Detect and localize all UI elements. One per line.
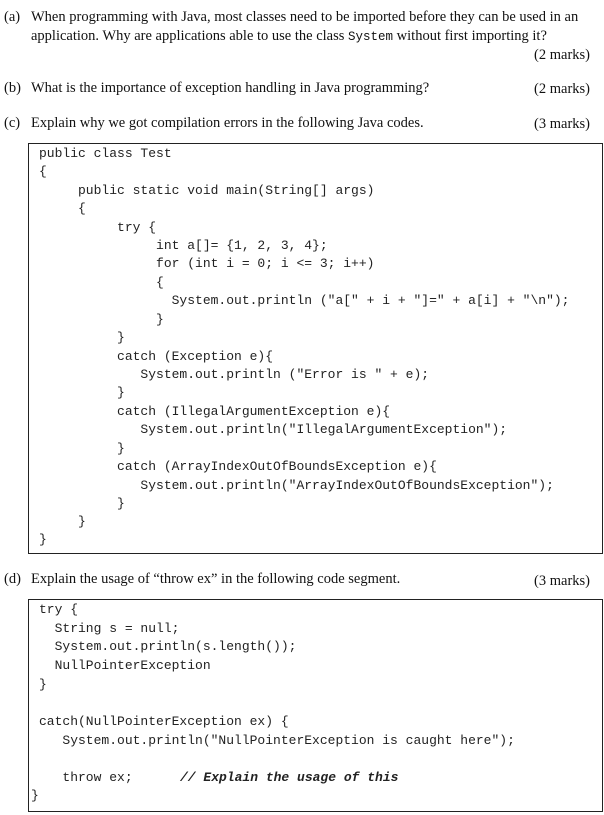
code-line: } [39, 312, 164, 327]
question-d-label: (d) [4, 571, 21, 587]
question-b-text: What is the importance of exception handling in Java programming? [31, 80, 430, 96]
code-line: } [39, 385, 125, 400]
code-line: throw ex; [39, 770, 133, 785]
code-block-d [29, 600, 515, 810]
code-line: System.out.println ("a[" + i + "]=" + a[i] + "\n"); [39, 293, 570, 308]
code-line: } [39, 330, 125, 345]
question-c-marks: (3 marks) [534, 116, 590, 132]
question-a-marks: (2 marks) [534, 47, 590, 63]
question-b-marks: (2 marks) [534, 81, 590, 97]
code-line: } [39, 532, 47, 547]
question-a-line2-pre: application. Why are applications able to use the class [31, 28, 349, 44]
question-d-marks: (3 marks) [534, 573, 590, 589]
question-d [0, 570, 604, 590]
question-a-label: (a) [4, 9, 21, 25]
question-a-code-system: System [348, 30, 394, 44]
code-line: try { [39, 220, 157, 235]
code-box-d [28, 599, 603, 812]
code-line: } [39, 441, 125, 456]
code-line: } [39, 514, 86, 529]
question-c-text: Explain why we got compilation errors in the following Java codes. [31, 115, 424, 131]
code-line: { [39, 201, 86, 216]
code-line: NullPointerException [39, 658, 211, 673]
code-line: { [39, 275, 164, 290]
question-d-text: Explain the usage of “throw ex” in the following code segment. [31, 571, 401, 587]
code-block-c [29, 144, 570, 547]
code-line: } [39, 496, 125, 511]
code-comment: // Explain the usage of this [180, 770, 399, 785]
code-line: System.out.println("NullPointerException is caught here"); [39, 733, 515, 748]
code-line: int a[]= {1, 2, 3, 4}; [39, 238, 328, 253]
question-a-line2-post: without first importing it? [393, 28, 547, 44]
code-line: } [39, 677, 47, 692]
code-line: public static void main(String[] args) [39, 183, 375, 198]
question-c [0, 114, 604, 134]
code-line: System.out.println(s.length()); [39, 639, 297, 654]
question-b [0, 79, 604, 99]
question-a-line1: When programming with Java, most classes need to be imported before they can be used in an [31, 9, 579, 25]
code-line: for (int i = 0; i <= 3; i++) [39, 256, 375, 271]
code-line: catch (ArrayIndexOutOfBoundsException e){ [39, 459, 437, 474]
code-box-c [28, 143, 603, 554]
code-line: System.out.println ("Error is " + e); [39, 367, 430, 382]
code-line: System.out.println("ArrayIndexOutOfBoundsException"); [39, 478, 554, 493]
question-c-label: (c) [4, 115, 21, 131]
question-a [0, 8, 604, 68]
question-b-label: (b) [4, 80, 21, 96]
code-line: catch (Exception e){ [39, 349, 274, 364]
code-line: { [39, 164, 47, 179]
code-line: catch(NullPointerException ex) { [39, 714, 289, 729]
code-line: public class Test [39, 146, 172, 161]
code-line: try { [39, 602, 79, 617]
code-line: catch (IllegalArgumentException e){ [39, 404, 391, 419]
code-line: } [31, 788, 39, 803]
code-line: System.out.println("IllegalArgumentException"); [39, 422, 508, 437]
question-a-line2 [31, 27, 547, 47]
code-line: String s = null; [39, 621, 180, 636]
